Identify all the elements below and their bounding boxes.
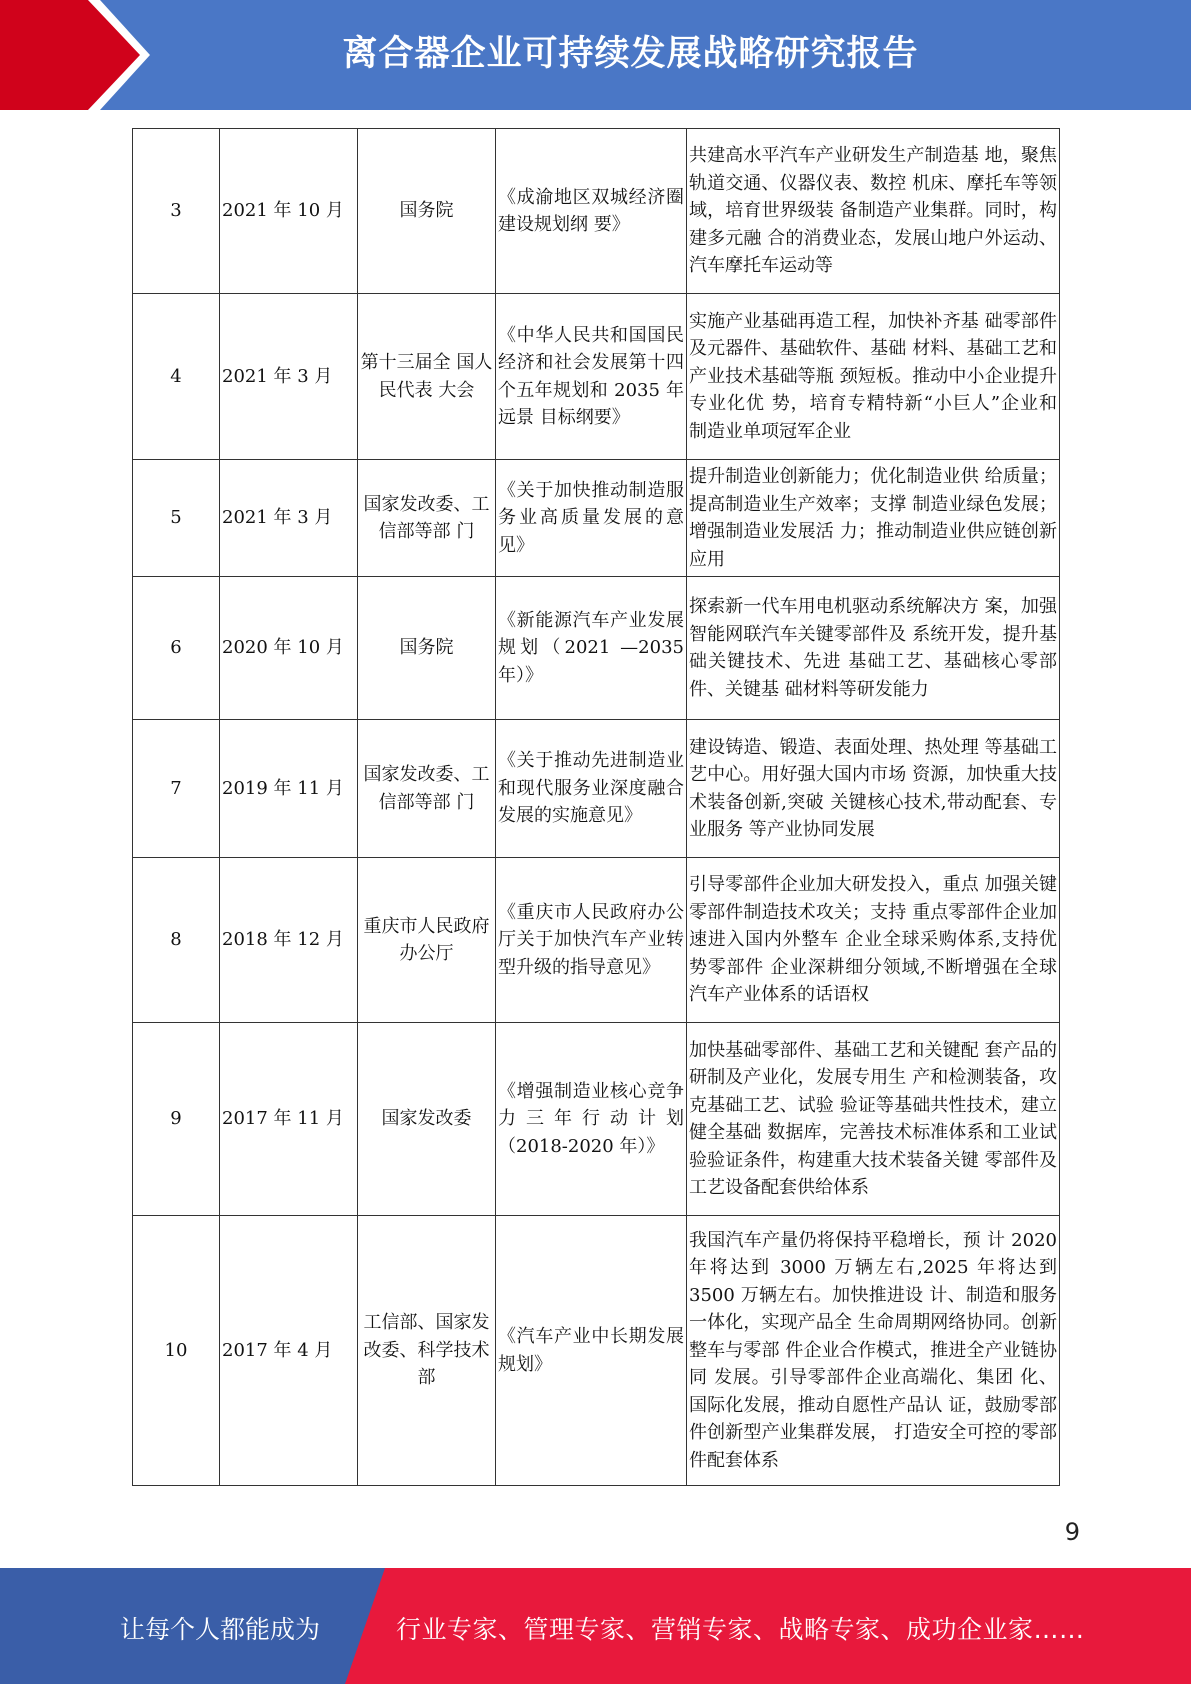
table-row [133,460,1060,577]
row-issuer: 国家发改委 [358,1023,496,1216]
row-content: 引导零部件企业加大研发投入，重点 加强关键零部件制造技术攻关；支持 重点零部件企业加速进入国内外整车 企业全球采购体系,支持优势零部件 企业深耕细分领域,不断增强在全球 汽车产业体系的话语权 [687,858,1060,1023]
row-content: 实施产业基础再造工程，加快补齐基 础零部件及元器件、基础软件、基础 材料、基础工艺和产业技术基础等瓶 颈短板。推动中小企业提升专业化优 势，培育专精特新“小巨人”企业和 制造业单项冠军企业 [687,294,1060,460]
row-issuer: 国务院 [358,129,496,294]
footer-slogan-right: 行业专家、管理专家、营销专家、战略专家、成功企业家…… [396,1615,1085,1644]
row-issuer: 国家发改委、工信部等部 门 [358,460,496,577]
table-row [133,1216,1060,1486]
row-document: 《新能源汽车产业发展规划（2021 —2035 年）》 [496,577,687,720]
row-document: 《成渝地区双城经济圈建设规划纲 要》 [496,129,687,294]
row-number: 7 [133,720,220,858]
policy-table [132,128,1060,1486]
row-content: 探索新一代车用电机驱动系统解决方 案，加强智能网联汽车关键零部件及 系统开发，提升基础关键技术、先进 基础工艺、基础核心零部件、关键基 础材料等研发能力 [687,577,1060,720]
row-number: 3 [133,129,220,294]
row-document: 《增强制造业核心竞争力三年行动计划（2018-2020 年）》 [496,1023,687,1216]
table-row [133,294,1060,460]
row-content: 加快基础零部件、基础工艺和关键配 套产品的研制及产业化，发展专用生 产和检测装备，攻克基础工艺、试验 验证等基础共性技术，建立健全基础 数据库，完善技术标准体系和工业试 验验证条件，构建重大技术装备关键 零部件及工艺设备配套供给体系 [687,1023,1060,1216]
row-date: 2020 年 10 月 [220,577,358,720]
table-row [133,720,1060,858]
row-date: 2019 年 11 月 [220,720,358,858]
footer-slogan-left: 让每个人都能成为 [120,1615,321,1644]
row-content: 提升制造业创新能力；优化制造业供 给质量；提高制造业生产效率；支撑 制造业绿色发展；增强制造业发展活 力；推动制造业供应链创新应用 [687,460,1060,577]
row-number: 5 [133,460,220,577]
row-document: 《汽车产业中长期发展规划》 [496,1216,687,1486]
row-issuer: 第十三届全 国人民代表 大会 [358,294,496,460]
row-date: 2018 年 12 月 [220,858,358,1023]
report-title: 离合器企业可持续发展战略研究报告 [342,34,919,74]
row-document: 《关于加快推动制造服务业高质量发展的意见》 [496,460,687,577]
row-number: 9 [133,1023,220,1216]
row-date: 2017 年 4 月 [220,1216,358,1486]
row-number: 4 [133,294,220,460]
row-document: 《重庆市人民政府办公厅关于加快汽车产业转型升级的指导意见》 [496,858,687,1023]
table-row [133,858,1060,1023]
report-header [0,0,1191,110]
row-content: 建设铸造、锻造、表面处理、热处理 等基础工艺中心。用好强大国内市场 资源，加快重大技术装备创新,突破 关键核心技术,带动配套、专业服务 等产业协同发展 [687,720,1060,858]
row-date: 2017 年 11 月 [220,1023,358,1216]
table-row [133,577,1060,720]
row-date: 2021 年 3 月 [220,460,358,577]
row-number: 6 [133,577,220,720]
row-issuer: 重庆市人民政府办公厅 [358,858,496,1023]
row-content: 我国汽车产量仍将保持平稳增长，预 计 2020 年将达到 3000 万辆左右,2025 年将达到 3500 万辆左右。加快推进设 计、制造和服务一体化，实现产品全 生命周期网络协同。创新整车与零部 件企业合作模式，推进全产业链协同 发展。引导零部件企业高端化、集团 化、国际化发展，推动自愿性产品认 证，鼓励零部件创新型产业集群发展， 打造安全可控的零部件配套体系 [687,1216,1060,1486]
row-document: 《关于推动先进制造业和现代服务业深度融合发展的实施意见》 [496,720,687,858]
row-number: 8 [133,858,220,1023]
page-number: 9 [1064,1518,1080,1546]
row-date: 2021 年 10 月 [220,129,358,294]
row-issuer: 国务院 [358,577,496,720]
row-content: 共建高水平汽车产业研发生产制造基 地，聚焦轨道交通、仪器仪表、数控 机床、摩托车等领域，培育世界级装 备制造产业集群。同时，构建多元融 合的消费业态，发展山地户外运动、 汽车摩托车运动等 [687,129,1060,294]
row-number: 10 [133,1216,220,1486]
row-issuer: 工信部、国家发改委、科学技术部 [358,1216,496,1486]
row-date: 2021 年 3 月 [220,294,358,460]
table-row [133,129,1060,294]
table-row [133,1023,1060,1216]
row-issuer: 国家发改委、工信部等部 门 [358,720,496,858]
row-document: 《中华人民共和国国民经济和社会发展第十四个五年规划和 2035 年远景 目标纲要》 [496,294,687,460]
